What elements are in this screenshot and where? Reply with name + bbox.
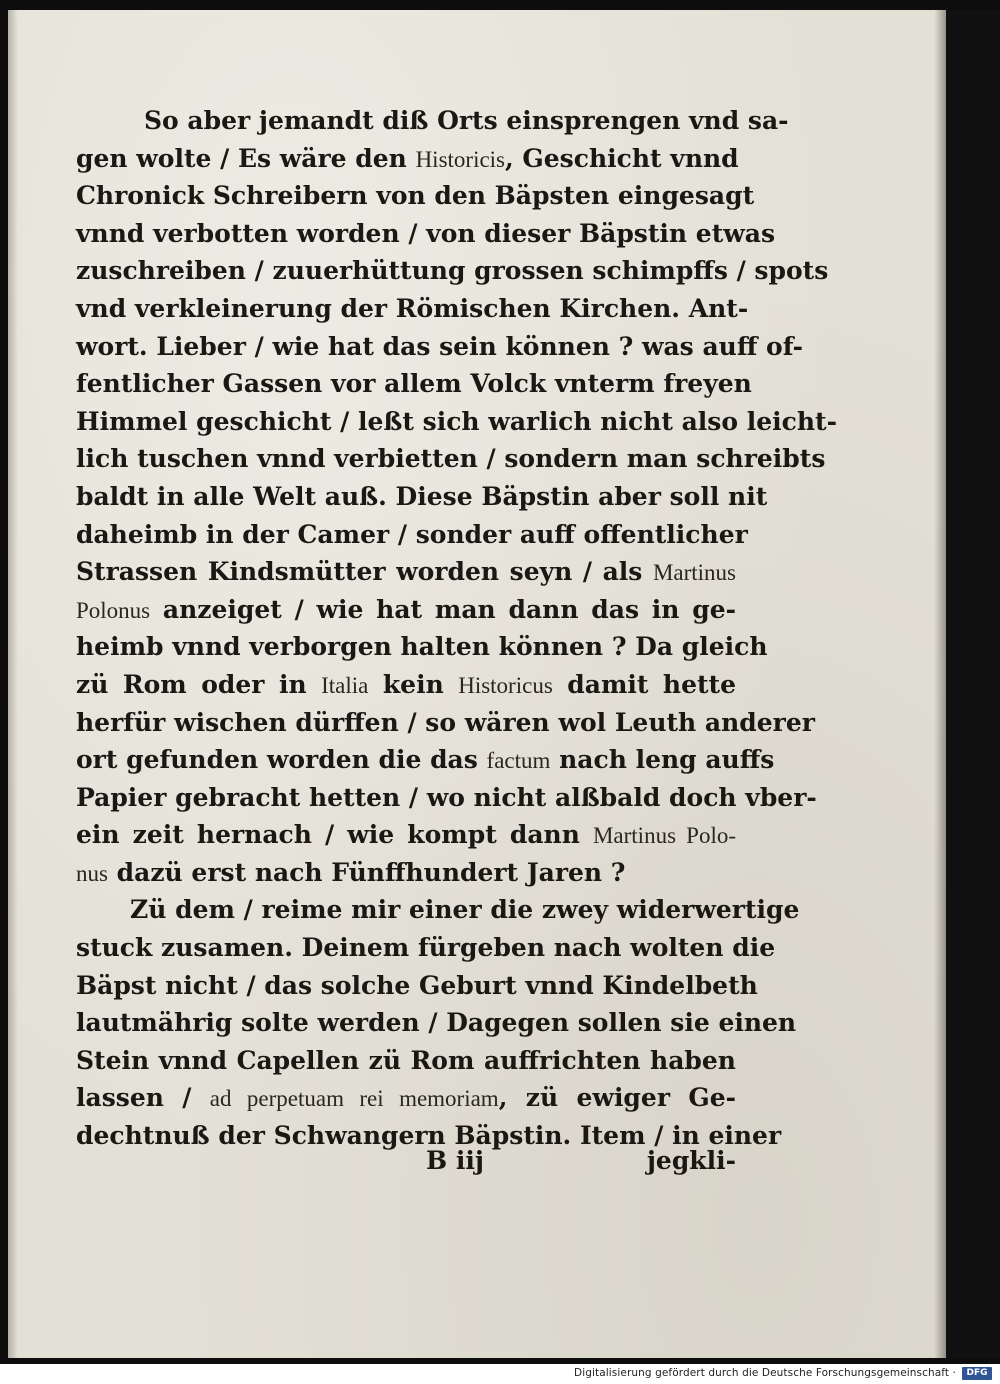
latin-term: nus [76, 860, 108, 886]
funding-credit: Digitalisierung gefördert durch die Deutsche Forschungsgemeinschaft · [574, 1367, 956, 1379]
latin-term: Historicis [415, 146, 506, 172]
text-line: fentlicher Gassen vor allem Volck vnterm freyen [76, 369, 752, 399]
latin-term: Polonus [76, 597, 151, 623]
latin-term: factum [486, 748, 551, 774]
text-line: Bäpst nicht / das solche Geburt vnnd Kindelbeth [76, 970, 758, 1000]
text-line: stuck zusamen. Deinem fürgeben nach wolten die [76, 933, 776, 963]
latin-term: Historicus [458, 672, 553, 698]
text-line: gen wolte / Es wäre den Historicis, Geschicht vnnd [76, 143, 739, 173]
text-line: herfür wischen dürffen / so wären wol Leuth anderer [76, 707, 815, 737]
signature-mark: B iij [426, 1146, 484, 1175]
text-line: ein zeit hernach / wie kompt dann Martinus Polo- [76, 820, 736, 850]
text-line: nus dazü erst nach Fünffhundert Jaren ? [76, 857, 626, 887]
latin-term: ad perpetuam rei memoriam [209, 1086, 499, 1112]
text-line: lautmährig solte werden / Dagegen sollen sie einen [76, 1008, 797, 1038]
text-line: daheimb in der Camer / sonder auff offentlicher [76, 519, 748, 549]
text-line: Papier gebracht hetten / wo nicht alßbald doch vber- [76, 782, 817, 812]
dfg-logo: DFG [962, 1367, 992, 1380]
text-line: lassen / ad perpetuam rei memoriam, zü ewiger Ge- [76, 1083, 736, 1113]
text-line: Strassen Kindsmütter worden seyn / als Martinus [76, 557, 736, 587]
page-fold-shadow [934, 10, 946, 1358]
latin-term: Martinus [652, 560, 736, 586]
text-line: dechtnuß der Schwangern Bäpstin. Item / in einer [76, 1121, 782, 1151]
catchword: jegkli- [646, 1146, 736, 1175]
page-edge-shadow [8, 10, 18, 1358]
text-line: Stein vnnd Capellen zü Rom auffrichten haben [76, 1045, 736, 1075]
text-line: zuschreiben / zuuerhüttung grossen schimpffs / spots [76, 256, 829, 286]
text-line: vnd verkleinerung der Römischen Kirchen. Ant- [76, 293, 749, 323]
text-line: zü Rom oder in Italia kein Historicus damit hette [76, 669, 736, 699]
text-line: Zü dem / reime mir einer die zwey widerwertige [130, 895, 800, 925]
text-line: Polonus anzeiget / wie hat man dann das in ge- [76, 594, 736, 624]
text-line: Chronick Schreibern von den Bäpsten eingesagt [76, 181, 755, 211]
text-line: Himmel geschicht / leßt sich warlich nicht also leicht- [76, 406, 837, 436]
text-line: So aber jemandt diß Orts einsprengen vnd sa- [144, 106, 789, 135]
body-text [76, 102, 837, 1155]
latin-term: Italia [321, 672, 369, 698]
latin-term: Martinus Polo- [592, 823, 736, 849]
page-footer-line [76, 1146, 736, 1186]
text-line: ort gefunden worden die das factum nach leng auffs [76, 745, 775, 775]
text-line: wort. Lieber / wie hat das sein können ? was auff of- [76, 331, 803, 361]
text-line: lich tuschen vnnd verbietten / sondern man schreibts [76, 444, 826, 474]
text-line: vnnd verbotten worden / von dieser Bäpstin etwas [76, 218, 776, 248]
text-line: baldt in alle Welt auß. Diese Bäpstin aber soll nit [76, 481, 768, 511]
book-gutter [946, 10, 1000, 1358]
text-line: heimb vnnd verborgen halten können ? Da gleich [76, 632, 768, 662]
digitization-footer [0, 1364, 1000, 1384]
